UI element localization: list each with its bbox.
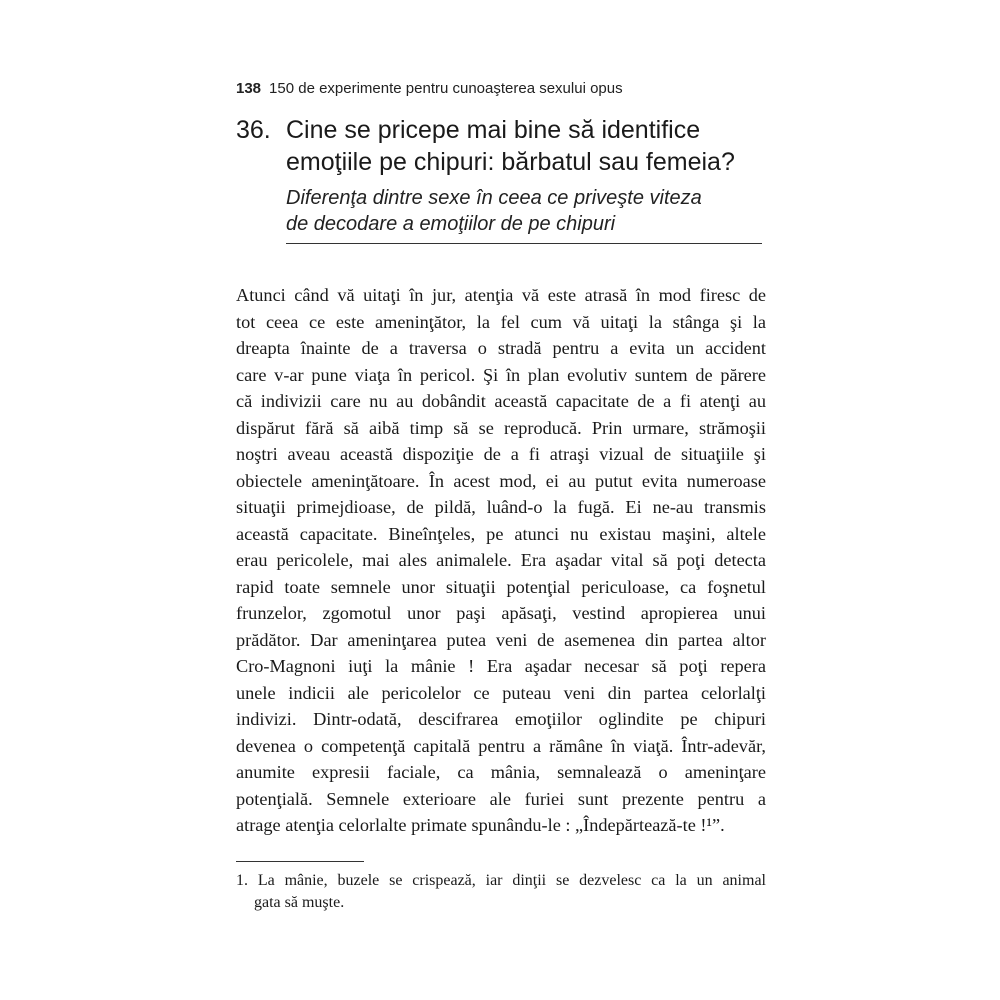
book-title: 150 de experimente pentru cunoaşterea sexului opus [269, 80, 623, 97]
footnote-line: 1. La mânie, buzele se crispează, iar dinţii se dezvelesc ca la un animal [236, 872, 766, 889]
body-line: situaţii primejdioase, de pildă, luând-o la fugă. Ei ne-au transmis [236, 497, 766, 517]
body-line: dispărut fără să aibă timp să se reproducă. Prin urmare, strămoşii [236, 417, 766, 438]
body-line: anumite expresii faciale, ca mânia, semnalează o ameninţare [236, 762, 766, 782]
body-line: obiectele ameninţătoare. În acest mod, ei au putut evita numeroase [236, 470, 766, 491]
body-line: devenea o competenţă capitală pentru a rămâne în viaţă. Într-adevăr, [236, 735, 766, 756]
body-line: unele indicii ale pericolelor ce puteau veni din partea celorlalţi [236, 682, 766, 703]
chapter-title [236, 114, 776, 178]
chapter-heading [236, 114, 776, 244]
footnote-rule [236, 861, 364, 862]
body-line: Cro-Magnoni iuţi la mânie ! Era aşadar necesar să poţi repera [236, 656, 766, 676]
body-line: că indivizii care nu au dobândit această capacitate de a fi atenţi au [236, 391, 766, 411]
body-line: care v-ar pune viaţa în pericol. Şi în plan evolutiv suntem de părere [236, 364, 766, 385]
chapter-number: 36. [236, 116, 271, 144]
body-line: prădător. Dar ameninţarea putea veni de asemenea din partea altor [236, 629, 766, 650]
body-paragraph [236, 282, 766, 839]
chapter-title-line: emoţiile pe chipuri: bărbatul sau femeia? [286, 148, 735, 176]
body-line: atrage atenţia celorlalte primate spunându-le : „Îndepărtează-te !¹”. [236, 815, 725, 835]
chapter-title-text [286, 114, 776, 178]
subtitle-line: Diferenţa dintre sexe în ceea ce priveşte viteza [286, 187, 702, 209]
body-line: noştri aveau această dispoziţie de a fi atraşi vizual de situaţiile şi [236, 444, 766, 464]
body-line: tot ceea ce este ameninţător, la fel cum vă uitaţi la stânga şi la [236, 311, 766, 332]
body-line: frunzelor, zgomotul unor paşi apăsaţi, vestind apropierea unui [236, 603, 766, 623]
body-line: Atunci când vă uitaţi în jur, atenţia vă este atrasă în mod firesc de [236, 285, 766, 305]
body-line: indivizi. Dintr-odată, descifrarea emoţiilor oglindite pe chipuri [236, 709, 766, 729]
page-number: 138 [236, 80, 262, 97]
body-line: potenţială. Semnele exterioare ale furiei sunt prezente pentru a [236, 788, 766, 809]
subtitle-line: de decodare a emoţiilor de pe chipuri [286, 213, 616, 235]
body-line: această capacitate. Bineînţeles, pe atunci nu existau maşini, altele [236, 523, 766, 544]
footnote [236, 870, 766, 914]
body-line: rapid toate semnele unor situaţii potenţial periculoase, ca foşnetul [236, 576, 766, 597]
footnote-line: gata să muşte. [254, 894, 345, 911]
body-line: erau pericolele, mai ales animalele. Era aşadar vital să poţi detecta [236, 550, 766, 570]
chapter-title-line: Cine se pricepe mai bine să identifice [286, 116, 701, 144]
body-line: dreapta înainte de a traversa o stradă pentru a evita un accident [236, 338, 766, 358]
running-head [236, 80, 623, 97]
chapter-subtitle [286, 185, 762, 244]
